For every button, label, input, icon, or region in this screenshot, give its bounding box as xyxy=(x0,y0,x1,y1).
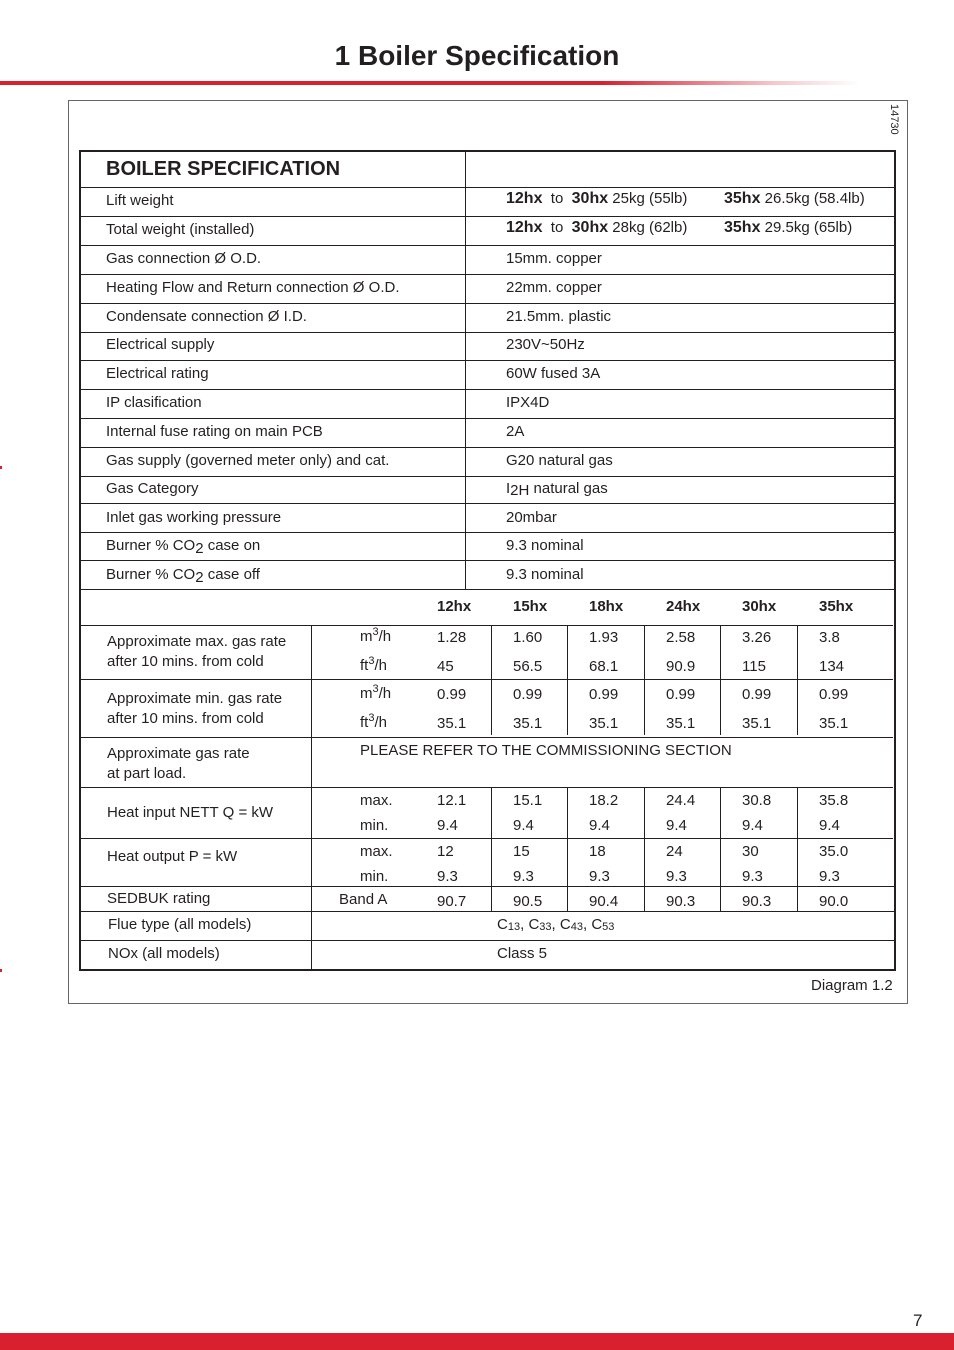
unit-ft3 xyxy=(360,714,387,731)
weight-value: 26.5kg (58.4lb) xyxy=(760,190,865,207)
table-rule xyxy=(80,303,895,304)
flue-code: C xyxy=(497,916,508,933)
max-gas-rate-ft3-value: 56.5 xyxy=(513,658,543,675)
table-rule xyxy=(311,625,312,969)
table-rule xyxy=(491,787,492,911)
min-gas-rate-m3-value: 0.99 xyxy=(819,686,849,703)
weight-value: 25kg (55lb) xyxy=(608,190,688,207)
sedbuk-value: 90.3 xyxy=(742,893,772,910)
heat-output-min-value: 9.3 xyxy=(437,868,458,885)
table-rule xyxy=(80,787,893,788)
co2-subscript: 2 xyxy=(195,569,204,586)
nox-label: NOx (all models) xyxy=(108,945,220,962)
co2-subscript: 2 xyxy=(195,540,204,557)
heat-input-min-value: 9.4 xyxy=(666,817,687,834)
table-rule xyxy=(80,360,895,361)
flue-code-number: 33 xyxy=(539,921,552,933)
heat-output-max-value: 24 xyxy=(666,843,683,860)
table-rule xyxy=(567,625,568,735)
unit-per: /h xyxy=(378,628,392,645)
gas-category-prefix: I xyxy=(506,480,511,497)
model-header-15hx: 15hx xyxy=(513,598,548,615)
spec-label: Condensate connection Ø I.D. xyxy=(106,307,307,325)
max-gas-rate-ft3-value: 68.1 xyxy=(589,658,619,675)
co2-case-off-value: 9.3 nominal xyxy=(506,566,584,583)
flue-code-number: 53 xyxy=(602,921,615,933)
co2-case-off-label xyxy=(106,566,260,586)
max-gas-rate-m3-value: 2.58 xyxy=(666,629,696,646)
page-title: 1 Boiler Specification xyxy=(334,40,620,71)
heat-input-max-value: 15.1 xyxy=(513,792,543,809)
flue-code: C xyxy=(528,916,540,933)
spec-value: 60W fused 3A xyxy=(506,365,601,383)
sedbuk-value: 90.4 xyxy=(589,893,619,910)
heat-input-min-value: 9.4 xyxy=(589,817,610,834)
spec-label: Electrical rating xyxy=(106,365,209,383)
min-gas-rate-m3-value: 0.99 xyxy=(513,686,543,703)
table-rule xyxy=(567,787,568,911)
lift-weight-35-value xyxy=(724,190,865,208)
max-gas-rate-ft3-value: 90.9 xyxy=(666,658,696,675)
model-35hx: 35hx xyxy=(724,190,761,207)
flue-code-number: 43 xyxy=(570,921,583,933)
co2-text: Burner % CO xyxy=(106,537,196,554)
heat-input-max-value: 35.8 xyxy=(819,792,849,809)
table-rule xyxy=(720,625,721,735)
title-rule xyxy=(0,81,860,85)
max-gas-rate-label-line2: after 10 mins. from cold xyxy=(107,653,264,670)
table-rule xyxy=(80,389,895,390)
heat-output-label: Heat output P = kW xyxy=(107,848,238,865)
min-gas-rate-ft3-value: 35.1 xyxy=(437,715,467,732)
table-rule xyxy=(80,245,895,246)
min-gas-rate-label-line1: Approximate min. gas rate xyxy=(107,690,283,707)
unit-per: /h xyxy=(374,657,387,674)
sedbuk-band: Band A xyxy=(339,891,388,908)
heat-input-max-value: 24.4 xyxy=(666,792,696,809)
part-load-label-line1: Approximate gas rate xyxy=(107,745,250,762)
unit-base: ft xyxy=(360,714,369,731)
table-rule xyxy=(80,560,895,561)
unit-exponent: 3 xyxy=(372,683,379,695)
table-rule xyxy=(797,787,798,911)
to-word: to xyxy=(542,219,572,236)
heat-input-min-value: 9.4 xyxy=(819,817,840,834)
heat-output-max-label: max. xyxy=(360,843,393,860)
flue-code: C xyxy=(591,916,603,933)
min-gas-rate-ft3-value: 35.1 xyxy=(513,715,543,732)
heat-output-min-value: 9.3 xyxy=(742,868,763,885)
total-weight-label: Total weight (installed) xyxy=(106,221,255,238)
spec-value: 230V~50Hz xyxy=(506,336,585,354)
co2-case-on-value: 9.3 nominal xyxy=(506,537,584,554)
heat-output-min-value: 9.3 xyxy=(666,868,687,885)
table-rule xyxy=(80,274,895,275)
heat-input-max-value: 12.1 xyxy=(437,792,467,809)
inlet-pressure-value: 20mbar xyxy=(506,509,557,526)
flue-code-number: 13 xyxy=(507,921,521,933)
co2-text: case on xyxy=(203,537,261,554)
heat-input-min-label: min. xyxy=(360,817,389,834)
spec-label: Heating Flow and Return connection Ø O.D. xyxy=(106,278,400,296)
min-gas-rate-ft3-value: 35.1 xyxy=(589,715,619,732)
spec-value: IPX4D xyxy=(506,394,550,411)
spec-label: Internal fuse rating on main PCB xyxy=(106,422,323,440)
model-30hx: 30hx xyxy=(571,190,609,207)
unit-per: /h xyxy=(374,714,387,731)
spec-label: Electrical supply xyxy=(106,336,215,354)
unit-base: ft xyxy=(360,657,369,674)
sedbuk-value: 90.3 xyxy=(666,893,696,910)
max-gas-rate-m3-value: 3.26 xyxy=(742,629,772,646)
table-rule xyxy=(80,332,895,333)
spec-value: G20 natural gas xyxy=(506,451,613,469)
unit-exponent: 3 xyxy=(368,712,375,724)
heat-input-min-value: 9.4 xyxy=(437,817,458,834)
unit-base: m xyxy=(360,628,373,645)
unit-base: m xyxy=(360,685,373,702)
unit-m3 xyxy=(360,685,391,702)
heat-input-label: Heat input NETT Q = kW xyxy=(107,804,274,821)
table-rule xyxy=(720,787,721,911)
table-rule xyxy=(644,787,645,911)
table-rule xyxy=(80,679,893,680)
table-rule xyxy=(491,625,492,735)
heat-input-max-value: 18.2 xyxy=(589,792,619,809)
table-rule xyxy=(80,418,895,419)
min-gas-rate-label-line2: after 10 mins. from cold xyxy=(107,710,264,727)
unit-exponent: 3 xyxy=(372,626,379,638)
total-weight-35-value xyxy=(724,219,852,237)
min-gas-rate-m3-value: 0.99 xyxy=(666,686,696,703)
margin-mark xyxy=(0,466,2,469)
table-rule xyxy=(80,911,895,912)
flue-type-value xyxy=(497,916,614,933)
lift-weight-value xyxy=(506,190,687,208)
diagram-caption: Diagram 1.2 xyxy=(811,977,893,994)
max-gas-rate-m3-value: 3.8 xyxy=(819,629,840,646)
table-rule xyxy=(80,447,895,448)
table-rule xyxy=(80,589,895,590)
model-header-18hx: 18hx xyxy=(589,598,624,615)
table-rule xyxy=(80,886,895,887)
weight-value: 29.5kg (65lb) xyxy=(760,219,853,236)
spec-value: 2A xyxy=(506,422,525,440)
min-gas-rate-ft3-value: 35.1 xyxy=(819,715,849,732)
spec-label: Gas connection Ø O.D. xyxy=(106,250,262,267)
max-gas-rate-m3-value: 1.28 xyxy=(437,629,467,646)
table-rule xyxy=(80,625,893,626)
table-rule xyxy=(80,532,895,533)
heat-output-max-value: 12 xyxy=(437,843,454,860)
model-30hx: 30hx xyxy=(571,219,609,236)
model-header-35hx: 35hx xyxy=(819,598,854,615)
min-gas-rate-m3-value: 0.99 xyxy=(742,686,772,703)
model-header-12hx: 12hx xyxy=(437,598,472,615)
unit-exponent: 3 xyxy=(368,655,375,667)
unit-m3 xyxy=(360,628,391,645)
sedbuk-value: 90.0 xyxy=(819,893,849,910)
table-rule xyxy=(80,838,893,839)
spec-heading: BOILER SPECIFICATION xyxy=(106,158,341,180)
table-rule xyxy=(80,503,895,504)
max-gas-rate-ft3-value: 134 xyxy=(819,658,845,675)
max-gas-rate-ft3-value: 45 xyxy=(437,658,454,675)
weight-value: 28kg (62lb) xyxy=(608,219,688,236)
gas-category-suffix: natural gas xyxy=(529,480,608,497)
part-load-label-line2: at part load. xyxy=(107,765,187,782)
min-gas-rate-ft3-value: 35.1 xyxy=(742,715,772,732)
table-rule xyxy=(797,625,798,735)
heat-input-max-label: max. xyxy=(360,792,393,809)
table-rule xyxy=(80,216,895,217)
inlet-pressure-label: Inlet gas working pressure xyxy=(106,509,282,526)
co2-text: Burner % CO xyxy=(106,566,196,583)
table-rule xyxy=(644,625,645,735)
max-gas-rate-m3-value: 1.93 xyxy=(589,629,619,646)
reference-number: 14730 xyxy=(888,104,900,135)
flue-code: C xyxy=(559,916,571,933)
flue-type-label: Flue type (all models) xyxy=(108,916,252,933)
footer-bar xyxy=(0,1333,954,1350)
to-word: to xyxy=(542,190,572,207)
max-gas-rate-label-line1: Approximate max. gas rate xyxy=(107,633,287,650)
heat-input-min-value: 9.4 xyxy=(513,817,534,834)
heat-output-min-value: 9.3 xyxy=(819,868,840,885)
sedbuk-value: 90.5 xyxy=(513,893,543,910)
max-gas-rate-m3-value: 1.60 xyxy=(513,629,543,646)
sedbuk-value: 90.7 xyxy=(437,893,467,910)
margin-mark xyxy=(0,969,2,972)
max-gas-rate-ft3-value: 115 xyxy=(742,658,766,675)
spec-label: Gas supply (governed meter only) and cat. xyxy=(106,451,390,469)
heat-output-max-value: 15 xyxy=(513,843,530,860)
table-rule xyxy=(80,476,895,477)
lift-weight-label: Lift weight xyxy=(106,192,174,209)
model-header-30hx: 30hx xyxy=(742,598,777,615)
flue-separator: , xyxy=(551,916,560,933)
heat-input-min-value: 9.4 xyxy=(742,817,763,834)
model-35hx: 35hx xyxy=(724,219,761,236)
heat-output-max-value: 30 xyxy=(742,843,759,860)
heat-output-min-value: 9.3 xyxy=(589,868,610,885)
model-12hx: 12hx xyxy=(506,219,543,236)
min-gas-rate-m3-value: 0.99 xyxy=(589,686,619,703)
spec-value: 21.5mm. plastic xyxy=(506,307,612,325)
heat-output-max-value: 35.0 xyxy=(819,843,849,860)
gas-category-label: Gas Category xyxy=(106,480,199,497)
co2-text: case off xyxy=(203,566,260,583)
heat-output-min-value: 9.3 xyxy=(513,868,534,885)
flue-separator: , xyxy=(582,916,592,933)
model-12hx: 12hx xyxy=(506,190,543,207)
table-rule xyxy=(80,187,895,188)
unit-ft3 xyxy=(360,657,387,674)
min-gas-rate-m3-value: 0.99 xyxy=(437,686,467,703)
gas-category-subscript: 2H xyxy=(510,482,530,499)
part-load-note: PLEASE REFER TO THE COMMISSIONING SECTION xyxy=(360,742,732,759)
heat-output-max-value: 18 xyxy=(589,843,606,860)
table-rule xyxy=(80,940,895,941)
gas-category-value xyxy=(506,480,608,499)
heat-input-max-value: 30.8 xyxy=(742,792,772,809)
page-number: 7 xyxy=(913,1311,923,1330)
spec-value: 15mm. copper xyxy=(506,250,602,267)
sedbuk-label: SEDBUK rating xyxy=(107,890,211,907)
nox-value: Class 5 xyxy=(497,945,548,962)
min-gas-rate-ft3-value: 35.1 xyxy=(666,715,696,732)
table-rule xyxy=(80,737,893,738)
model-header-24hx: 24hx xyxy=(666,598,701,615)
unit-per: /h xyxy=(378,685,392,702)
spec-value: 22mm. copper xyxy=(506,278,602,296)
co2-case-on-label xyxy=(106,537,260,557)
spec-label: IP clasification xyxy=(106,394,202,411)
total-weight-value xyxy=(506,219,687,237)
flue-separator: , xyxy=(520,916,529,933)
heat-output-min-label: min. xyxy=(360,868,389,885)
